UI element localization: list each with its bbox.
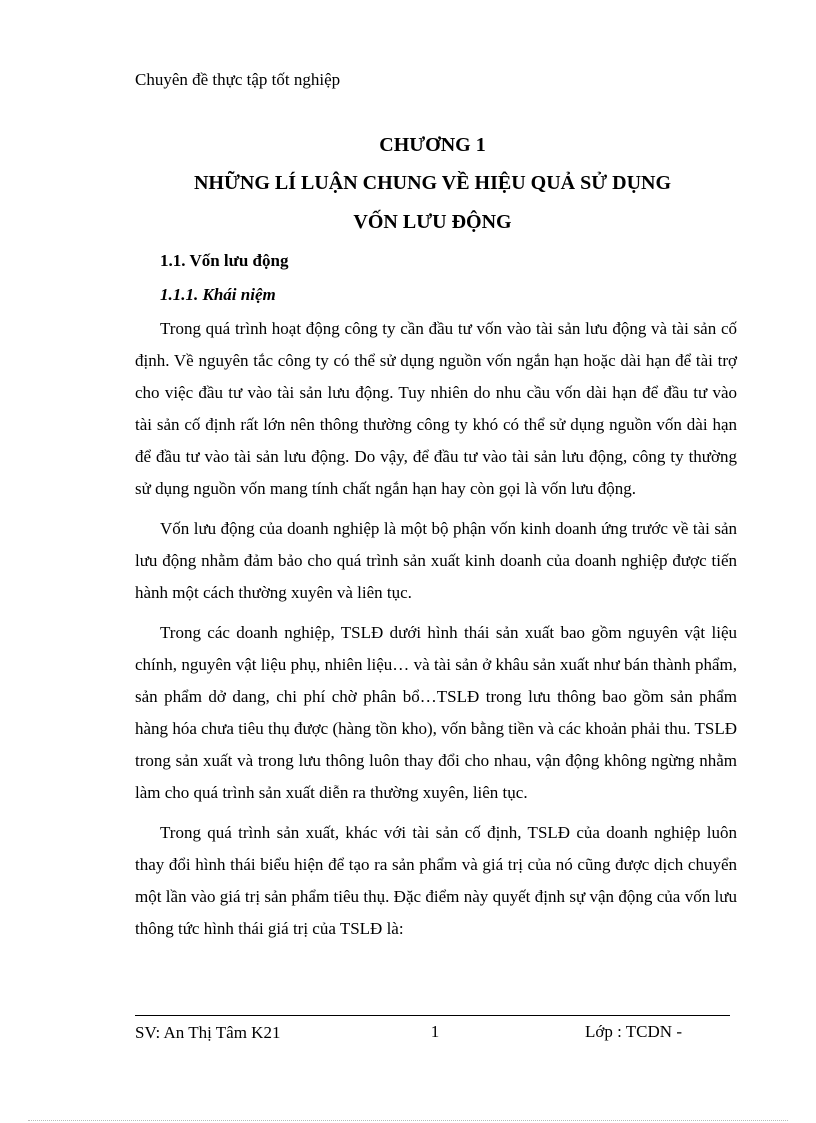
footer-student: SV: An Thị Tâm K21	[135, 1023, 281, 1042]
chapter-number: CHƯƠNG 1	[379, 134, 486, 156]
paragraph-3: Trong các doanh nghiệp, TSLĐ dưới hình thái sản xuất bao gồm nguyên vật liệu chính, nguyên vật liệu phụ, nhiên liệu… và tài sản ở khâu sản xuất như bán thành phẩm, sản phẩm dở dang, chi phí chờ phân bổ…TSLĐ trong lưu thông bao gồm sản phẩm hàng hóa chưa tiêu thụ được (hàng tồn kho), vốn bằng tiền và các khoản phải thu. TSLĐ trong sản xuất và trong lưu thông luôn thay đổi cho nhau, vận động không ngừng nhằm làm cho quá trình sản xuất diễn ra thường xuyên, liên tục.	[135, 623, 737, 802]
footer-divider	[135, 1015, 730, 1016]
chapter-title-line-2: VỐN LƯU ĐỘNG	[353, 211, 512, 233]
subsection-heading: 1.1.1. Khái niệm	[160, 285, 276, 304]
paragraph-2: Vốn lưu động của doanh nghiệp là một bộ phận vốn kinh doanh ứng trước về tài sản lưu động nhằm đảm bảo cho quá trình sản xuất kinh doanh của doanh nghiệp được tiến hành một cách thường xuyên và liên tục.	[135, 519, 737, 602]
footer-class: Lớp : TCDN -	[585, 1022, 682, 1041]
page-header: Chuyên đề thực tập tốt nghiệp	[135, 70, 341, 89]
page-edge-divider	[28, 1120, 788, 1121]
footer-page-number: 1	[430, 1022, 440, 1041]
paragraph-1: Trong quá trình hoạt động công ty cần đầu tư vốn vào tài sản lưu động và tài sản cố định. Về nguyên tắc công ty có thể sử dụng nguồn vốn ngắn hạn hoặc dài hạn để tài trợ cho việc đầu tư vào tài sản lưu động. Tuy nhiên do nhu cầu vốn dài hạn để đầu tư vào tài sản cố định rất lớn nên thông thường công ty khó có thể sử dụng nguồn vốn dài hạn để đầu tư vào tài sản lưu động. Do vậy, để đầu tư vào tài sản lưu động, công ty thường sử dụng nguồn vốn mang tính chất ngắn hạn hay còn gọi là vốn lưu động.	[135, 319, 737, 498]
body-text	[135, 313, 737, 953]
section-heading: 1.1. Vốn lưu động	[160, 251, 289, 270]
chapter-title-line-1: NHỮNG LÍ LUẬN CHUNG VỀ HIỆU QUẢ SỬ DỤNG	[193, 172, 672, 194]
paragraph-4: Trong quá trình sản xuất, khác với tài sản cố định, TSLĐ của doanh nghiệp luôn thay đổi hình thái biểu hiện để tạo ra sản phẩm và giá trị của nó cũng được dịch chuyển một lần vào giá trị sản phẩm tiêu thụ. Đặc điểm này quyết định sự vận động của vốn lưu thông tức hình thái giá trị của TSLĐ là:	[135, 823, 737, 938]
